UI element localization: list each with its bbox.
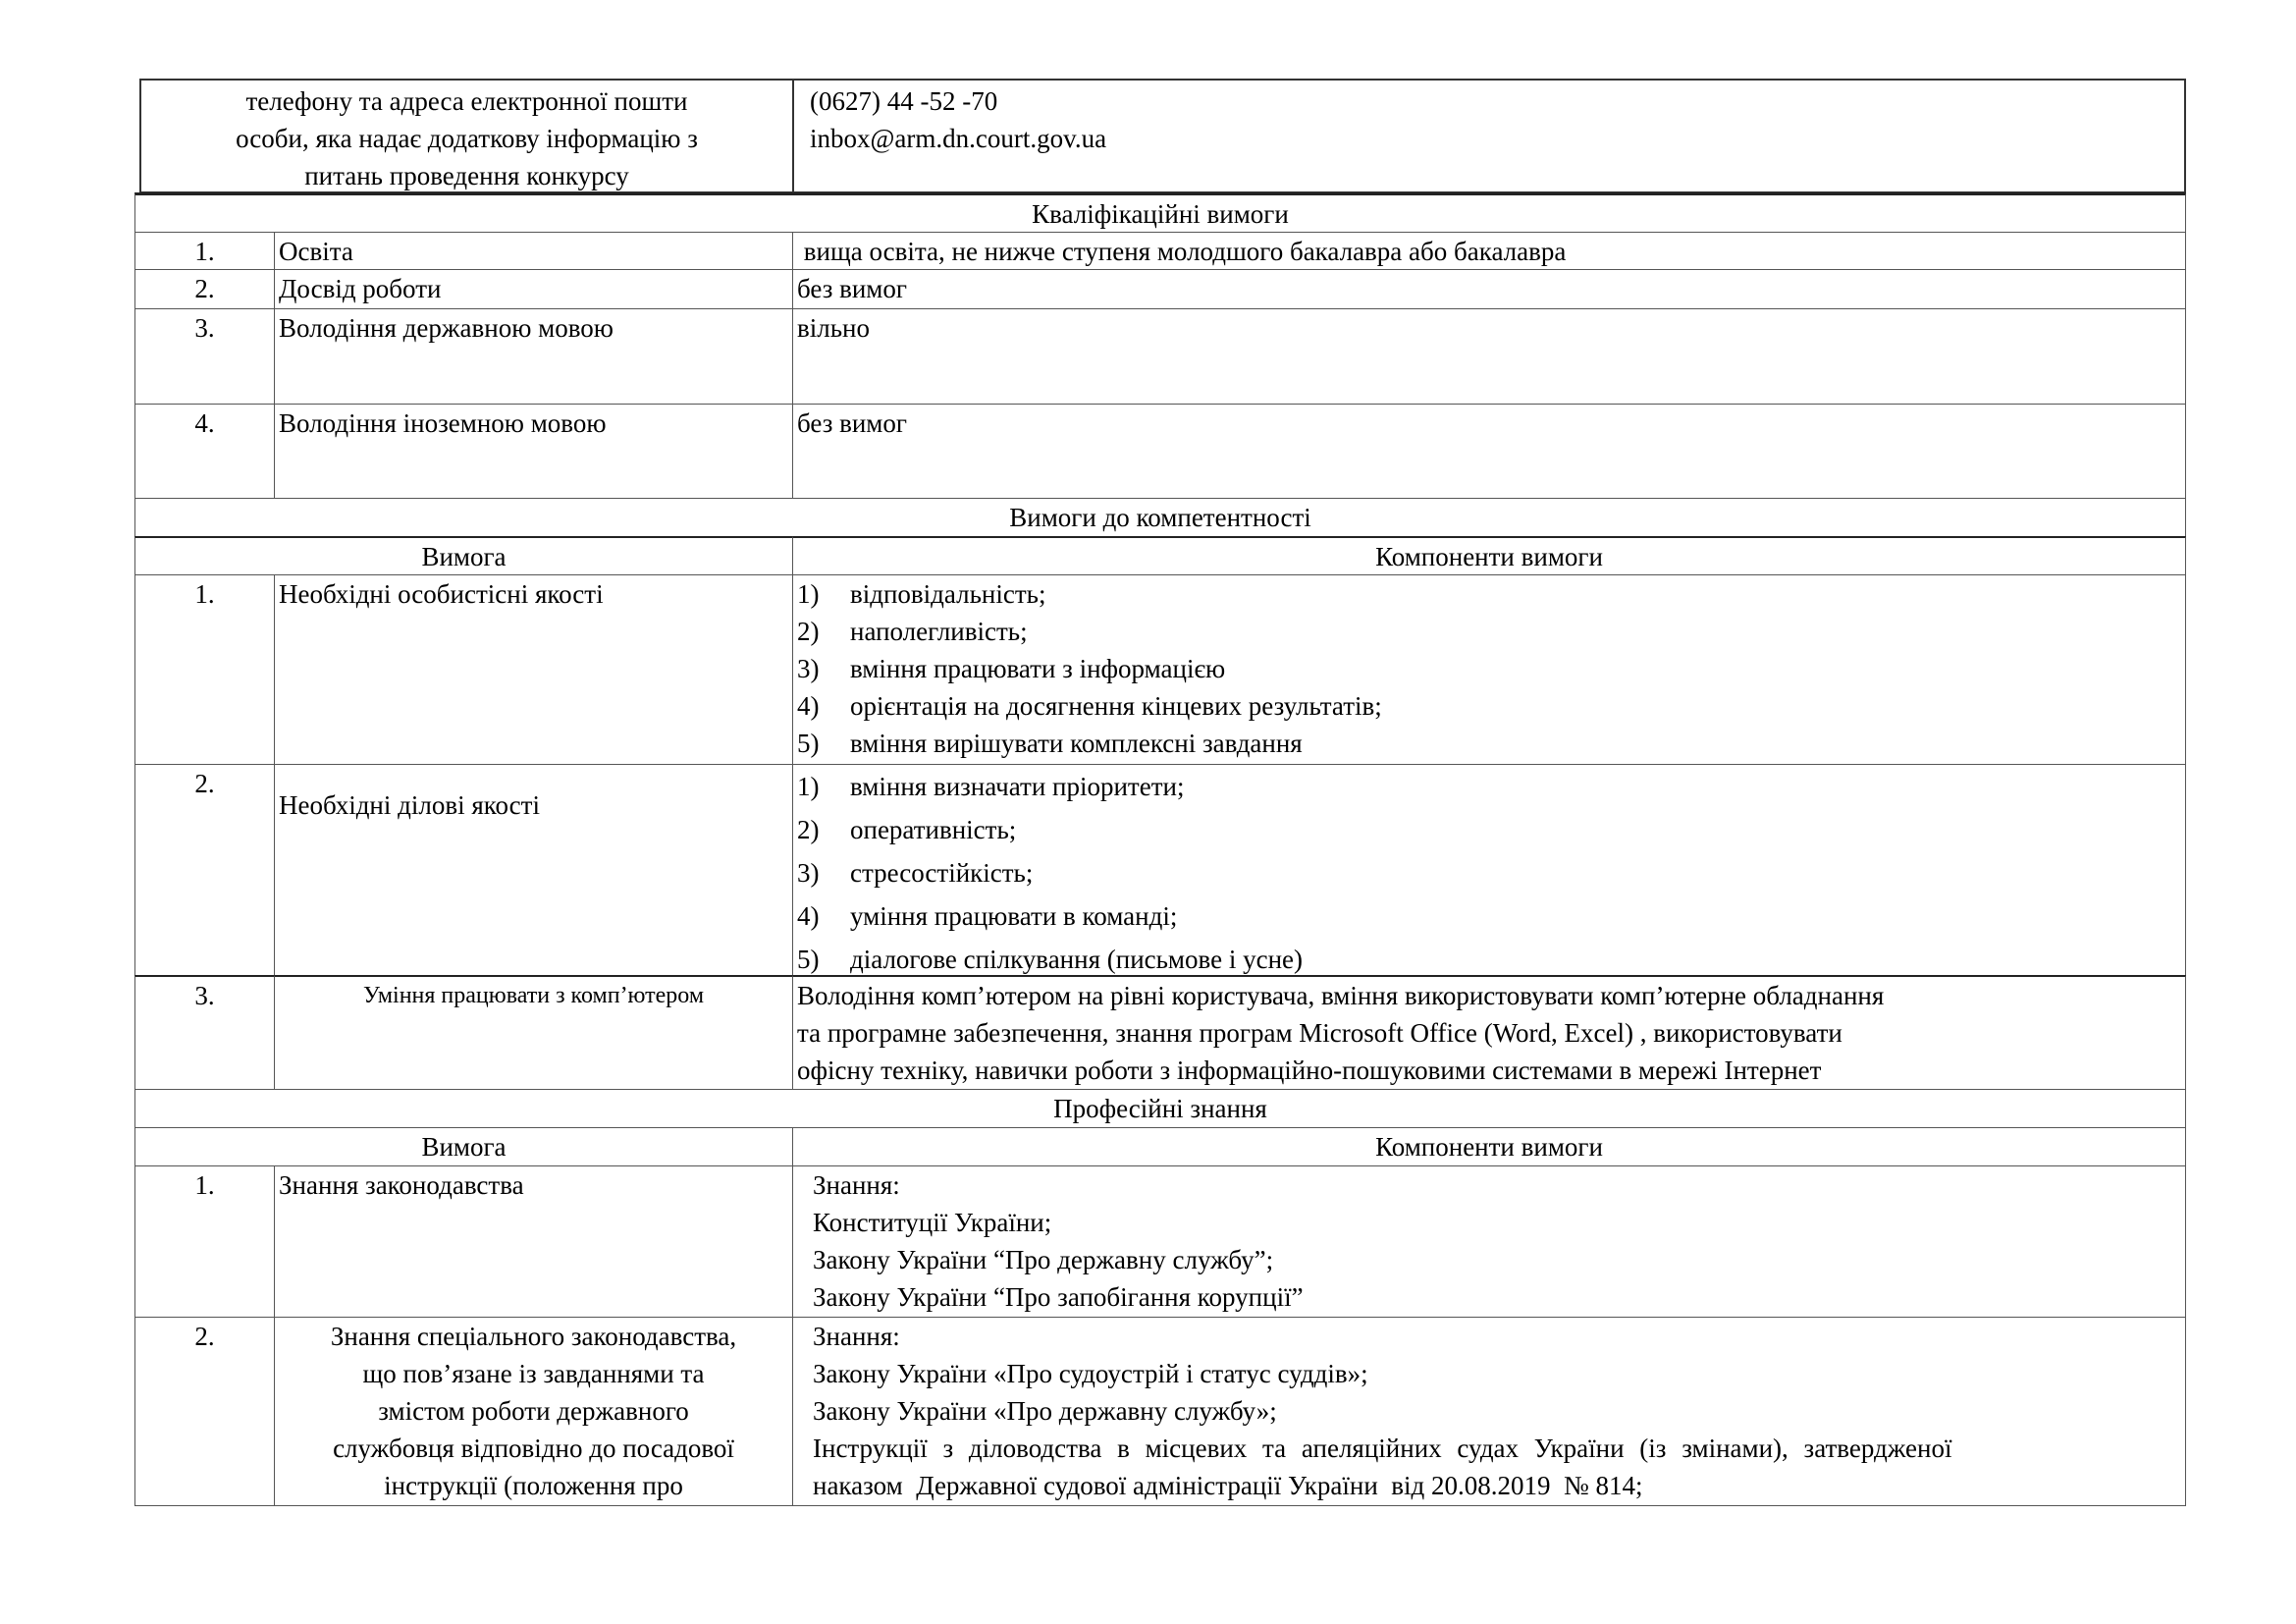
row-number: 2.: [134, 269, 275, 309]
list-number: 4): [797, 901, 820, 931]
list-item: [797, 765, 2181, 808]
row-number: 1.: [134, 232, 275, 270]
text-line: службовця відповідно до посадової: [333, 1434, 734, 1463]
requirement-components: [792, 574, 2186, 765]
section-title: Професійні знання: [1053, 1094, 1267, 1123]
list-item: [797, 687, 2181, 725]
requirement-name: Володіння іноземною мовою: [274, 404, 793, 499]
list-number: 2): [797, 617, 820, 646]
requirement-name: Уміння працювати з комп’ютером: [274, 975, 793, 1090]
column-header-requirement: Вимога: [134, 536, 793, 575]
row-number: 1.: [134, 1165, 275, 1318]
list-text: уміння працювати в команді;: [850, 901, 1178, 931]
requirement-value: вільно: [792, 308, 2186, 405]
requirement-name: Необхідні особистісні якості: [274, 574, 793, 765]
text-line: змістом роботи державного: [378, 1396, 689, 1426]
text-line: Закону України «Про судоустрій і статус суддів»;: [813, 1359, 1368, 1388]
text-line: та програмне забезпечення, знання програм Microsoft Office (Word, Excel) , використовувати: [797, 1018, 1842, 1048]
requirement-name: Освіта: [274, 232, 793, 270]
list-number: 1): [797, 772, 820, 801]
list-number: 3): [797, 858, 820, 888]
requirement-name: [274, 1317, 793, 1506]
row-number: 3.: [134, 308, 275, 405]
contact-label-line: питань проведення конкурсу: [304, 161, 629, 190]
requirement-name: Володіння державною мовою: [274, 308, 793, 405]
text-line: Закону України «Про державну службу»;: [813, 1396, 1277, 1426]
requirement-components: [792, 1165, 2186, 1318]
list-item: [797, 650, 2181, 687]
list-text: оперативність;: [850, 815, 1017, 844]
row-number: 3.: [134, 975, 275, 1090]
text-line: Конституції України;: [813, 1208, 1052, 1237]
column-header-components: Компоненти вимоги: [792, 1127, 2186, 1166]
list-item: [797, 938, 2181, 976]
section-title: Кваліфікаційні вимоги: [1032, 199, 1289, 229]
column-header-components: Компоненти вимоги: [792, 536, 2186, 575]
requirement-value: вища освіта, не нижче ступеня молодшого бакалавра або бакалавра: [792, 232, 2186, 270]
contact-value-cell: [792, 79, 2186, 193]
list-item: [797, 575, 2181, 613]
text-line: офісну техніку, навички роботи з інформаційно-пошуковими системами в мережі Інтернет: [797, 1056, 1822, 1085]
list-item: [797, 894, 2181, 938]
list-text: діалогове спілкування (письмове і усне): [850, 945, 1304, 974]
requirement-value: без вимог: [792, 269, 2186, 309]
requirement-components: [792, 1317, 2186, 1506]
list-item: [797, 613, 2181, 650]
requirement-name: Необхідні ділові якості: [274, 764, 793, 976]
list-text: вміння вирішувати комплексні завдання: [850, 729, 1303, 758]
section-header-professional: [134, 1089, 2186, 1128]
list-text: стресостійкість;: [850, 858, 1034, 888]
contact-email: inbox@arm.dn.court.gov.ua: [810, 124, 1107, 153]
requirement-name: Досвід роботи: [274, 269, 793, 309]
list-text: відповідальність;: [850, 579, 1046, 609]
section-title: Вимоги до компетентності: [1009, 503, 1311, 532]
requirement-value: без вимог: [792, 404, 2186, 499]
list-text: наполегливість;: [850, 617, 1028, 646]
list-number: 2): [797, 815, 820, 844]
list-item: [797, 851, 2181, 894]
text-line: Володіння комп’ютером на рівні користувача, вміння використовувати комп’ютерне обладнання: [797, 981, 1885, 1010]
list-item: [797, 725, 2181, 762]
section-header-qualification: [134, 192, 2186, 233]
list-number: 5): [797, 729, 820, 758]
contact-label-line: телефону та адреса електронної пошти: [245, 86, 688, 116]
contact-label-line: особи, яка надає додаткову інформацію з: [236, 124, 698, 153]
text-line: Інструкції з діловодства в місцевих та апеляційних судах України (із змінами), затвердженої: [813, 1434, 1952, 1463]
text-line: Закону України “Про державну службу”;: [813, 1245, 1274, 1274]
requirement-components: [792, 975, 2186, 1090]
list-text: вміння працювати з інформацією: [850, 654, 1226, 683]
text-line: Закону України “Про запобігання корупції”: [813, 1282, 1304, 1312]
text-line: Знання:: [813, 1170, 900, 1200]
list-number: 1): [797, 579, 820, 609]
contact-phone: (0627) 44 -52 -70: [810, 86, 998, 116]
text-line: наказом Державної судової адміністрації України від 20.08.2019 № 814;: [813, 1471, 1643, 1500]
list-number: 3): [797, 654, 820, 683]
row-number: 2.: [134, 1317, 275, 1506]
row-number: 2.: [134, 764, 275, 976]
requirement-components: [792, 764, 2186, 976]
row-number: 4.: [134, 404, 275, 499]
contact-label-cell: [139, 79, 794, 193]
list-text: орієнтація на досягнення кінцевих результатів;: [850, 691, 1382, 721]
list-text: вміння визначати пріоритети;: [850, 772, 1185, 801]
text-line: Знання:: [813, 1322, 900, 1351]
section-header-competence: [134, 498, 2186, 537]
requirement-name: Знання законодавства: [274, 1165, 793, 1318]
text-line: інструкції (положення про: [384, 1471, 683, 1500]
text-line: Знання спеціального законодавства,: [330, 1322, 737, 1351]
list-number: 4): [797, 691, 820, 721]
text-line: що пов’язане із завданнями та: [362, 1359, 705, 1388]
list-item: [797, 808, 2181, 851]
list-number: 5): [797, 945, 820, 974]
row-number: 1.: [134, 574, 275, 765]
column-header-requirement: Вимога: [134, 1127, 793, 1166]
